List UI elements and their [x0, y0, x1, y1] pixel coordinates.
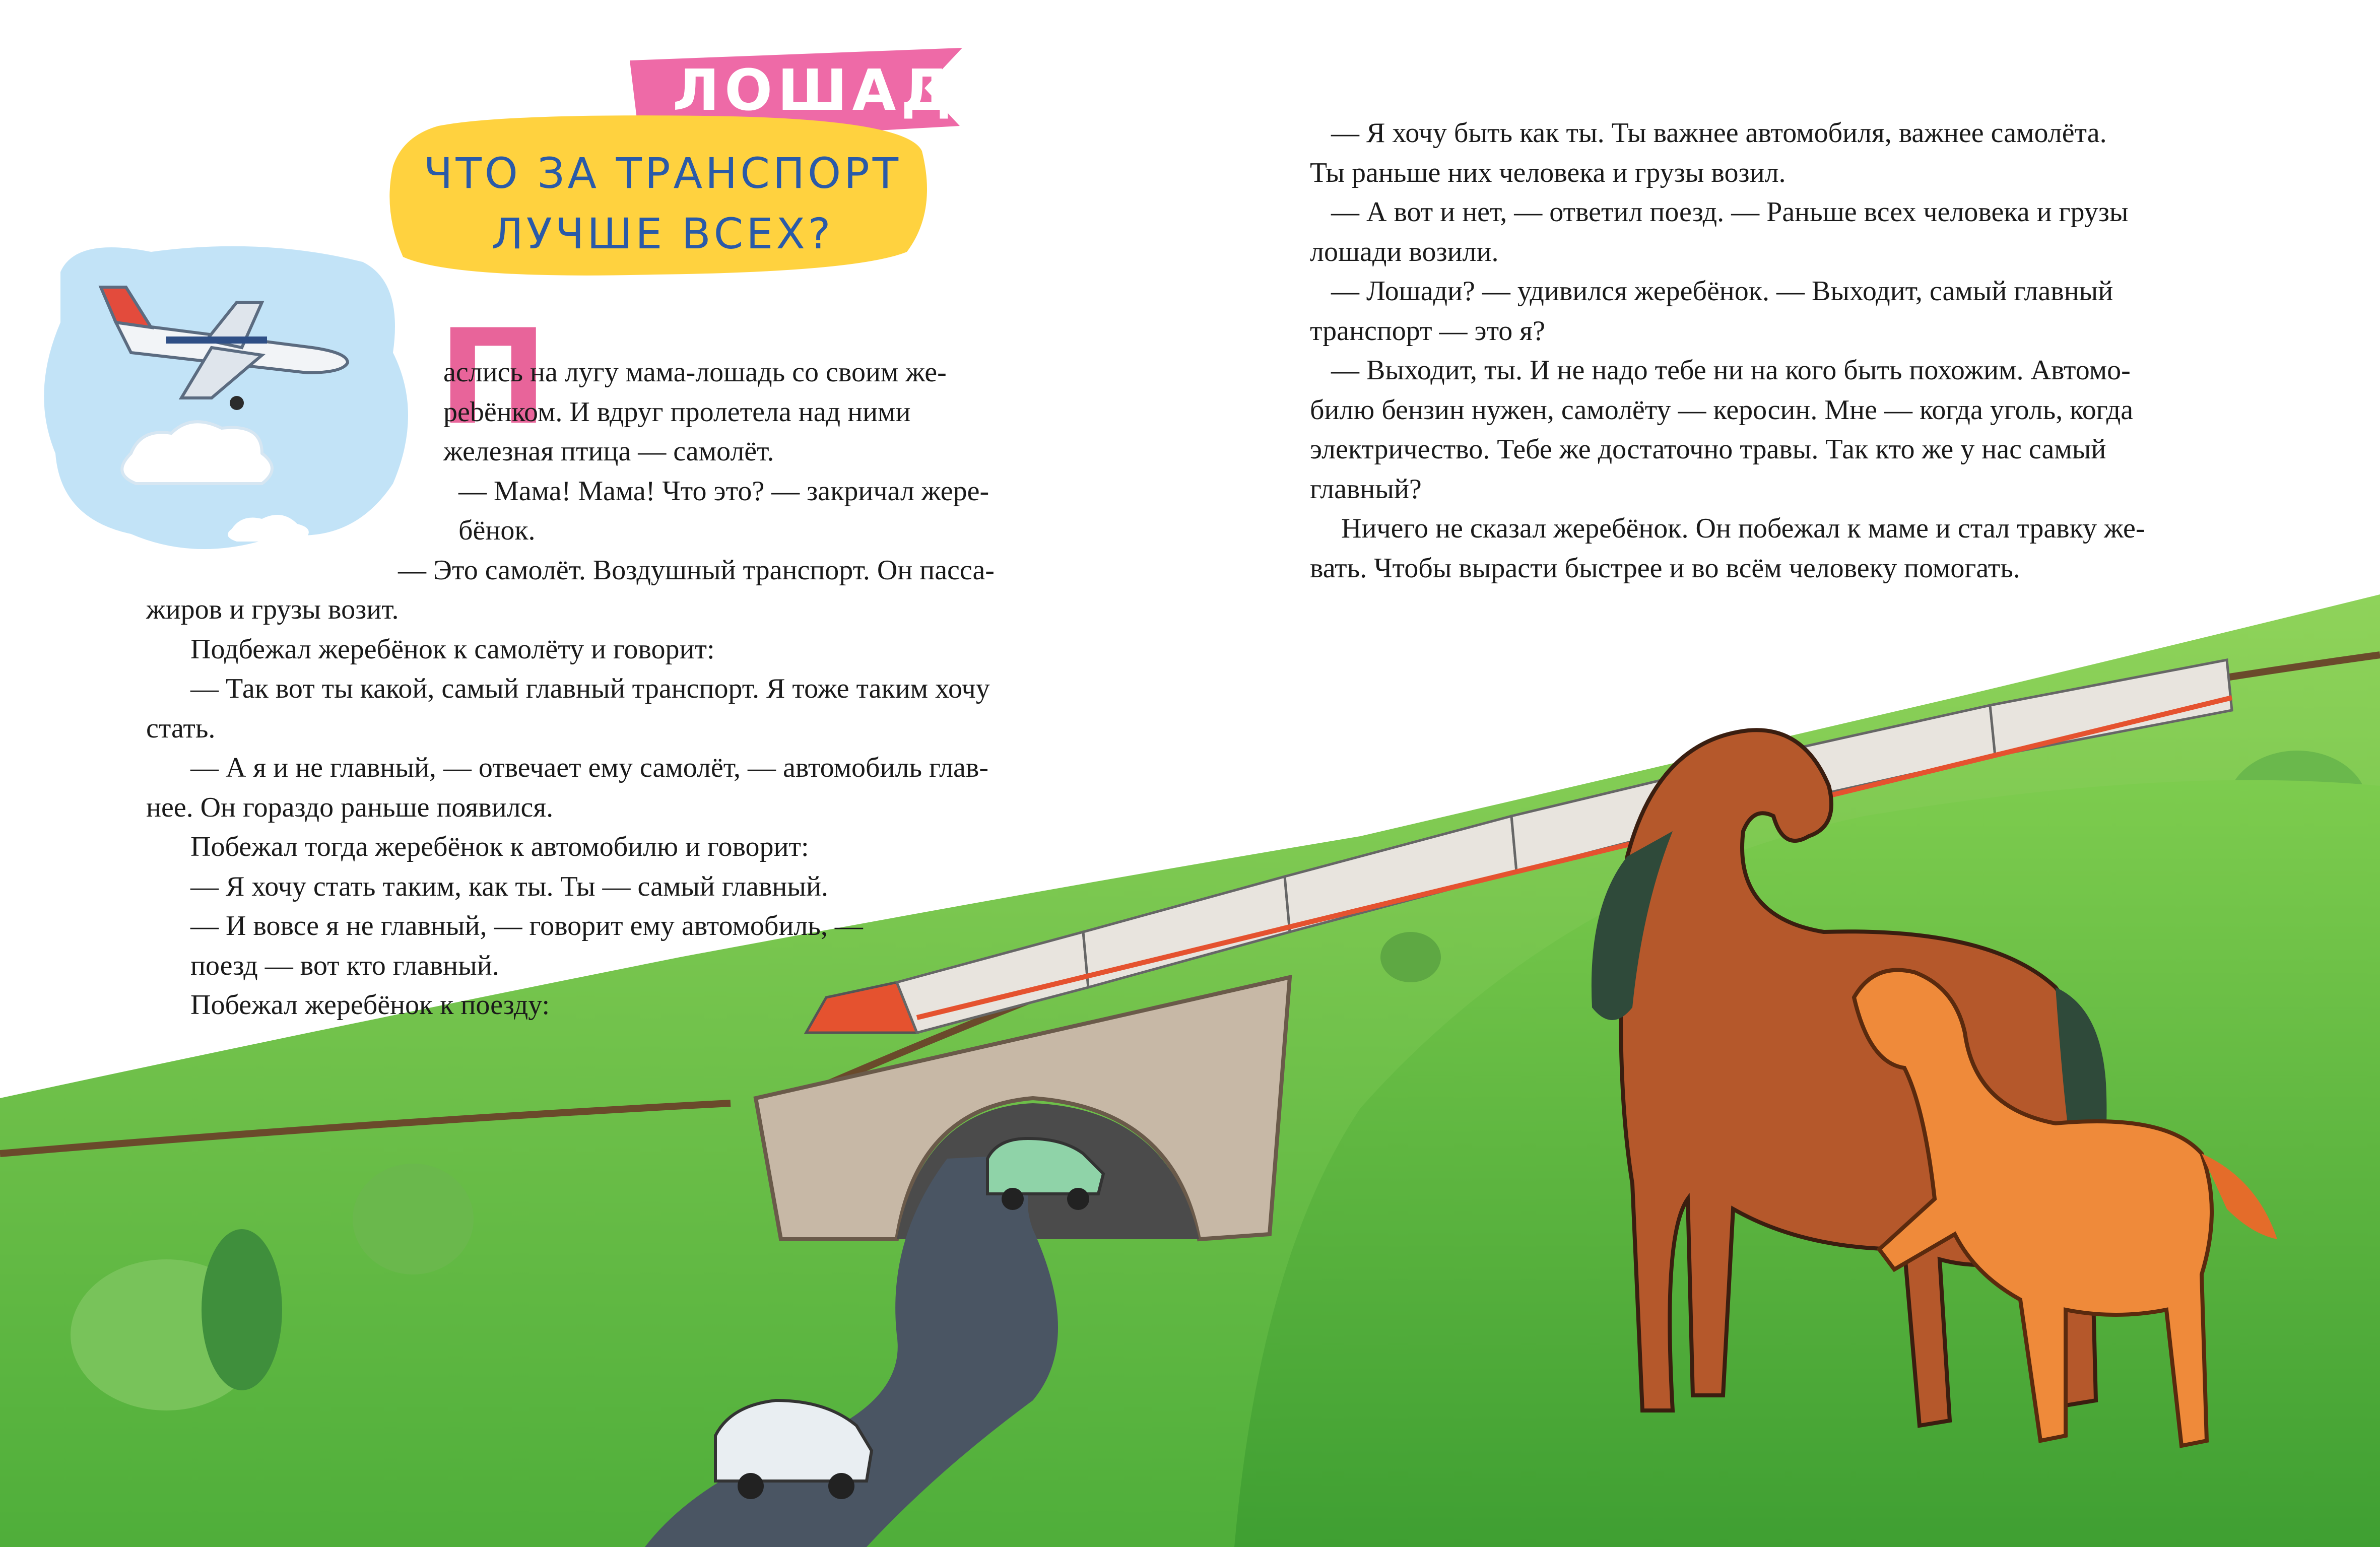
paragraph-r4	[1310, 351, 2267, 509]
page-subtitle-line2: ЛУЧШЕ ВСЕХ?	[491, 209, 834, 258]
text-line: — Мама! Мама! Что это? — закричал жере-	[458, 475, 989, 507]
paragraph-7	[146, 827, 1078, 867]
text-line: вать. Чтобы вырасти быстрее и во всём человеку помогать.	[1310, 552, 2020, 584]
text-line: — Это самолёт. Воздушный транспорт. Он пасса-	[398, 554, 995, 586]
text-line: поезд — вот кто главный.	[190, 950, 499, 981]
text-line: — И вовсе я не главный, — говорит ему автомобиль, —	[190, 910, 863, 941]
text-line: — А вот и нет, — ответил поезд. — Раньше всех человека и грузы	[1331, 196, 2129, 228]
text-line: нее. Он гораздо раньше появился.	[146, 791, 554, 823]
paragraph-2	[146, 472, 1078, 551]
page-title: ЛОШАДЬ	[673, 58, 1005, 123]
text-line: — А я и не главный, — отвечает ему самолёт, — автомобиль глав-	[190, 752, 988, 783]
text-line: Побежал тогда жеребёнок к автомобилю и говорит:	[190, 831, 809, 862]
paragraph-6	[146, 748, 1078, 827]
text-line: — Лошади? — удивился жеребёнок. — Выходит, самый главный	[1331, 276, 2113, 307]
text-line: аслись на лугу мама-лошадь со своим же-	[443, 357, 947, 388]
paragraph-r3	[1310, 272, 2267, 351]
text-line: билю бензин нужен, самолёту — керосин. Мне — когда уголь, когда	[1310, 394, 2134, 426]
paragraph-3	[146, 551, 1078, 590]
text-line: — Выходит, ты. И не надо тебе ни на кого быть похожим. Автомо-	[1331, 355, 2131, 386]
left-text-column	[146, 353, 1078, 1025]
drop-cap: П	[438, 302, 548, 454]
text-line: транспорт — это я?	[1310, 315, 1545, 347]
text-line: — Я хочу стать таким, как ты. Ты — самый главный.	[190, 870, 828, 902]
page-subtitle-line1: ЧТО ЗА ТРАНСПОРТ	[423, 149, 902, 198]
text-line: Подбежал жеребёнок к самолёту и говорит:	[190, 633, 715, 665]
right-text-column	[1310, 113, 2267, 588]
paragraph-r5	[1310, 509, 2267, 588]
paragraph-r1	[1310, 113, 2267, 192]
paragraph-3-cont	[146, 590, 1078, 630]
text-line: железная птица — самолёт.	[443, 436, 774, 467]
text-line: — Так вот ты какой, самый главный транспорт. Я тоже таким хочу	[190, 673, 990, 704]
text-line: Ты раньше них человека и грузы возил.	[1310, 157, 1786, 188]
text-line: стать.	[146, 712, 216, 744]
paragraph-10	[146, 985, 1078, 1025]
paragraph-5	[146, 669, 1078, 748]
paragraph-9	[146, 906, 1078, 985]
paragraph-1	[146, 353, 1078, 472]
text-line: — Я хочу быть как ты. Ты важнее автомобиля, важнее самолёта.	[1331, 117, 2107, 149]
text-line: бёнок.	[458, 515, 536, 546]
paragraph-4	[146, 630, 1078, 669]
text-line: рebёнком. И вдруг пролетела над ними	[443, 396, 911, 428]
paragraph-r2	[1310, 192, 2267, 272]
text-line: лошади возили.	[1310, 236, 1499, 267]
text-line: Ничего не сказал жеребёнок. Он побежал к маме и стал травку же-	[1341, 513, 2145, 544]
text-line: главный?	[1310, 473, 1422, 505]
text-line: Побежал жеребёнок к поезду:	[190, 989, 550, 1021]
paragraph-8	[146, 867, 1078, 907]
text-line: жиров и грузы возит.	[146, 594, 399, 625]
text-line: электричество. Тебе же достаточно травы. Так кто же у нас самый	[1310, 434, 2106, 465]
